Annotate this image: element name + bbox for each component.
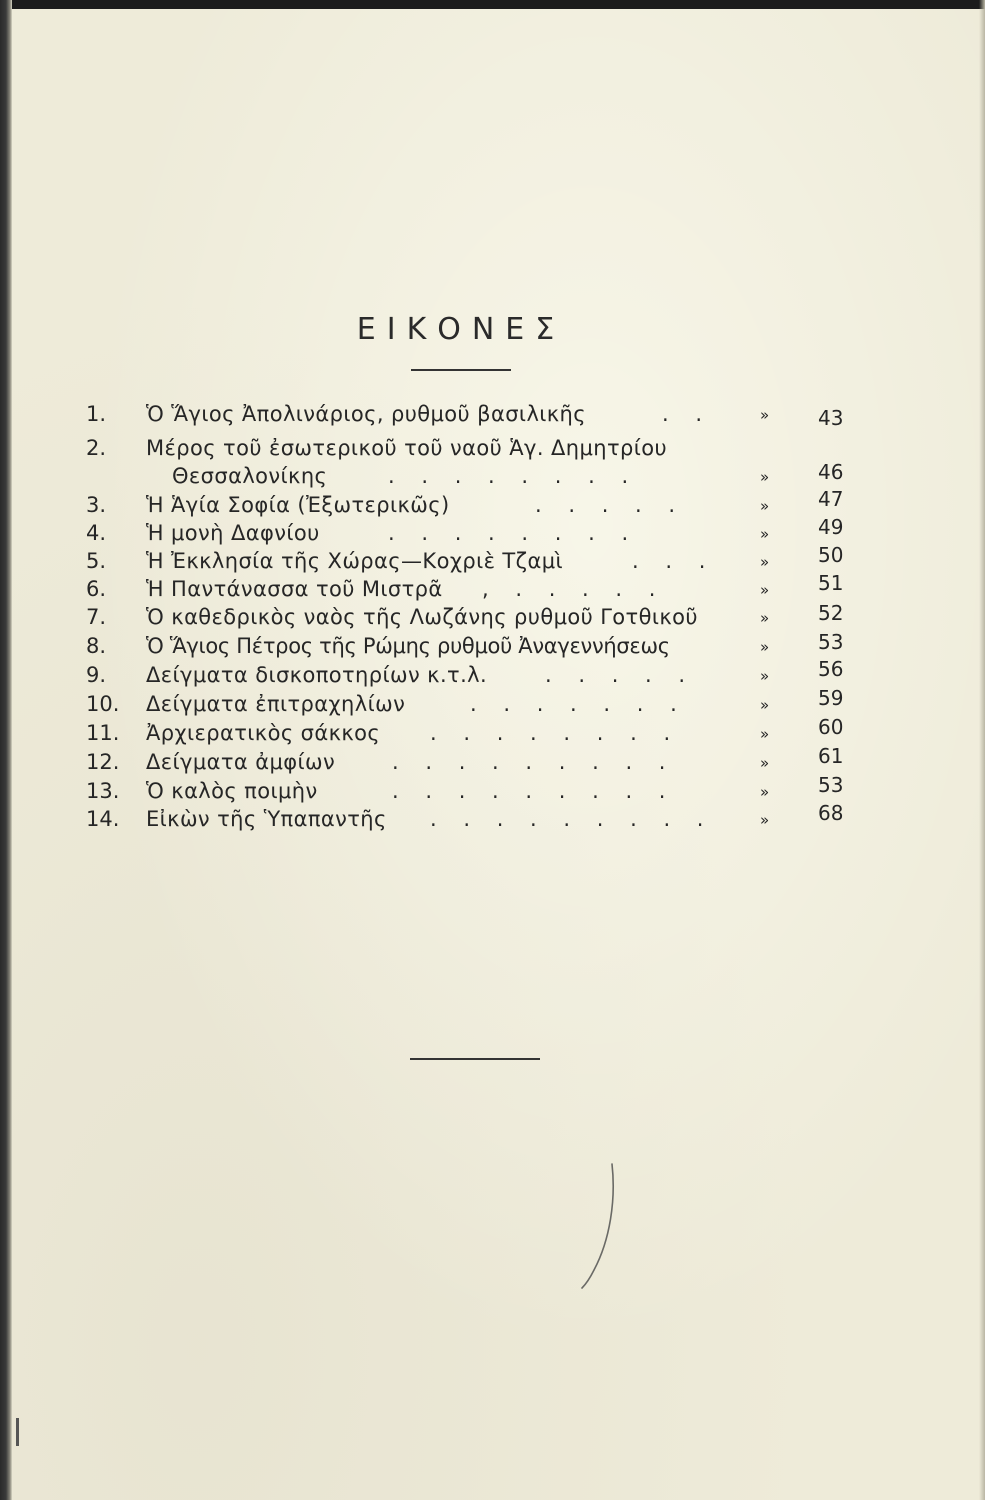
page-number: 53	[818, 630, 844, 654]
spine-mark	[16, 1418, 19, 1446]
page-number: 43	[818, 406, 844, 430]
continuation-mark: »	[760, 468, 770, 486]
continuation-mark: »	[760, 638, 770, 656]
item-number: 3.	[86, 493, 107, 517]
item-number: 11.	[86, 721, 120, 745]
pencil-stroke	[560, 1160, 640, 1290]
item-number: 10.	[86, 692, 120, 716]
item-title: Δείγματα δισκοποτηρίων κ.τ.λ.	[146, 663, 488, 687]
item-number: 12.	[86, 750, 120, 774]
item-title: Δείγματα ἀμφίων	[146, 750, 336, 774]
item-title: Ἡ Παντάνασσα τοῦ Μιστρᾶ	[146, 577, 443, 601]
page-number: 50	[818, 543, 844, 567]
item-number: 9.	[86, 663, 107, 687]
item-number: 4.	[86, 521, 107, 545]
page-number: 46	[818, 460, 844, 484]
item-number: 1.	[86, 402, 107, 426]
continuation-mark: »	[760, 406, 770, 424]
page-number: 47	[818, 487, 844, 511]
continuation-mark: »	[760, 783, 770, 801]
continuation-mark: »	[760, 696, 770, 714]
item-title: Ὁ καλὸς ποιμὴν	[146, 779, 318, 803]
page-title: ΕΙΚΟΝΕΣ	[356, 312, 566, 347]
leader-dots: . . . . .	[545, 663, 696, 687]
page-number: 53	[818, 773, 844, 797]
page-number: 68	[818, 801, 844, 825]
item-title: Ὁ Ἅγιος Πέτρος τῆς Ρώμης ρυθμοῦ Ἀναγεννήσεως	[146, 634, 670, 658]
leader-dots: . . .	[632, 549, 716, 573]
closing-rule	[410, 1058, 540, 1060]
leader-dots: . . . . . . . . .	[392, 750, 676, 774]
page-top-edge	[0, 0, 985, 9]
continuation-mark: »	[760, 754, 770, 772]
continuation-mark: »	[760, 497, 770, 515]
leader-dots: . . . . . . . . .	[392, 779, 676, 803]
item-title: Ἡ μονὴ Δαφνίου	[146, 521, 320, 545]
item-title: Ἀρχιερατικὸς σάκκος	[146, 721, 381, 745]
page-number: 59	[818, 686, 844, 710]
list-item	[0, 402, 985, 432]
continuation-mark: »	[760, 581, 770, 599]
page-number: 51	[818, 571, 844, 595]
item-number: 5.	[86, 549, 107, 573]
item-number: 13.	[86, 779, 120, 803]
page-number: 52	[818, 601, 844, 625]
title-underline	[411, 369, 511, 371]
continuation-mark: »	[760, 609, 770, 627]
page-number: 61	[818, 744, 844, 768]
continuation-mark: »	[760, 725, 770, 743]
item-number: 8.	[86, 634, 107, 658]
continuation-mark: »	[760, 811, 770, 829]
continuation-mark: »	[760, 667, 770, 685]
leader-dots: . . . . . . . . .	[430, 807, 714, 831]
item-number: 14.	[86, 807, 120, 831]
page-number: 49	[818, 515, 844, 539]
item-title: Ὁ Ἅγιος Ἀπολινάριος, ρυθμοῦ βασιλικῆς	[146, 402, 586, 426]
item-title: Εἰκὼν τῆς Ὑπαπαντῆς	[146, 807, 387, 831]
item-title: Θεσσαλονίκης	[172, 464, 328, 488]
page-number: 60	[818, 715, 844, 739]
list-item	[0, 801, 985, 837]
leader-dots: . . . . . . . .	[388, 464, 639, 488]
item-number: 2.	[86, 436, 107, 460]
leader-dots: . . . . . . . .	[430, 721, 681, 745]
item-number: 6.	[86, 577, 107, 601]
continuation-mark: »	[760, 553, 770, 571]
leader-dots: , . . . . .	[482, 577, 666, 601]
item-number: 7.	[86, 605, 107, 629]
item-title: Ἡ Ἐκκλησία τῆς Χώρας—Κοχριὲ Τζαμὶ	[146, 549, 563, 573]
item-title: Ἡ Ἁγία Σοφία (Ἐξωτερικῶς)	[146, 493, 450, 517]
leader-dots: . . . . . . . .	[388, 521, 639, 545]
item-title: Ὁ καθεδρικὸς ναὸς τῆς Λωζάνης ρυθμοῦ Γοτθικοῦ	[146, 605, 698, 629]
item-title: Δείγματα ἐπιτραχηλίων	[146, 692, 406, 716]
leader-dots: . .	[662, 402, 713, 426]
leader-dots: . . . . .	[535, 493, 686, 517]
leader-dots: . . . . . . .	[470, 692, 687, 716]
page-number: 56	[818, 657, 844, 681]
item-title: Μέρος τοῦ ἐσωτερικοῦ τοῦ ναοῦ Ἁγ. Δημητρίου	[146, 436, 668, 460]
continuation-mark: »	[760, 525, 770, 543]
